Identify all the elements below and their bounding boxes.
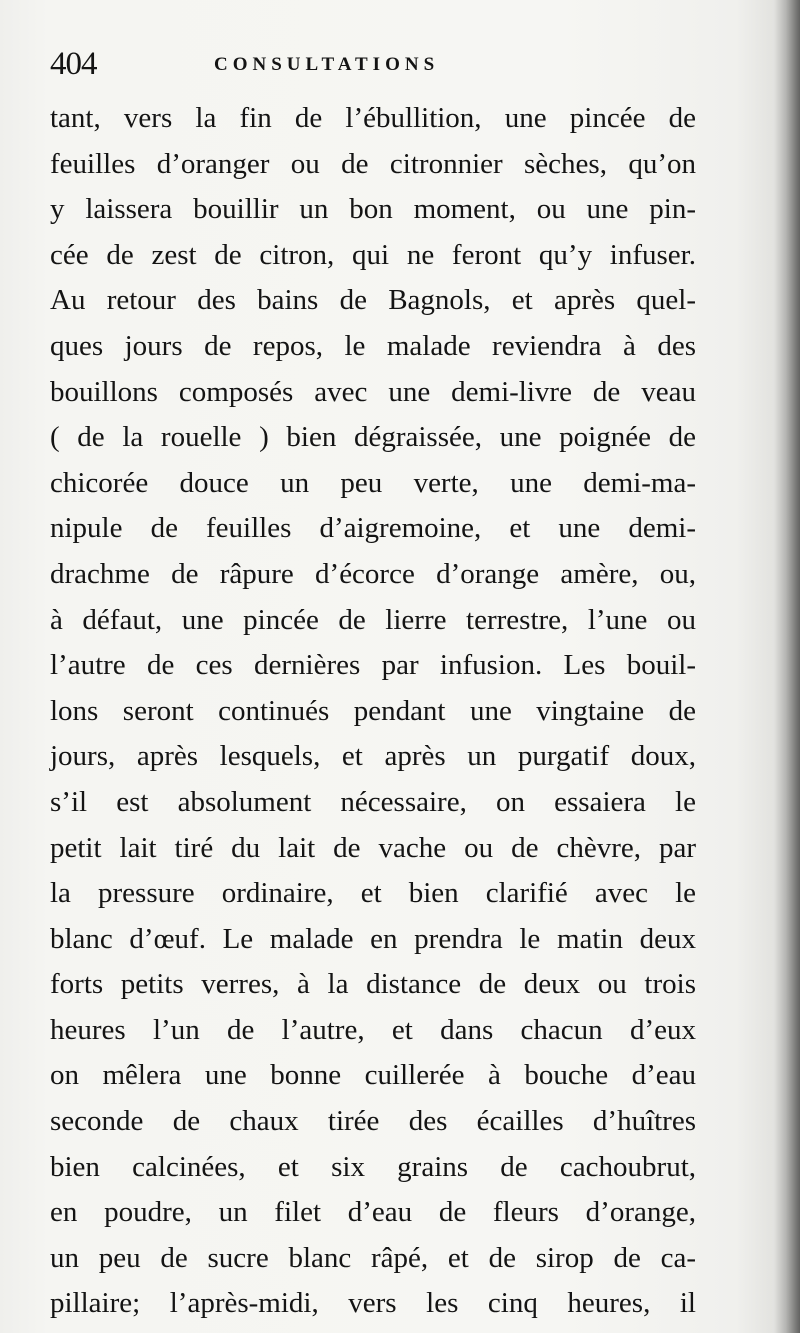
text-line: cée de zest de citron, qui ne feront qu’y infuser. — [50, 238, 696, 271]
page-number: 404 — [50, 46, 97, 82]
text-line: à défaut, une pincée de lierre terrestre, l’une ou — [50, 603, 696, 636]
page-header — [50, 44, 690, 84]
text-line: ques jours de repos, le malade reviendra à des — [50, 329, 696, 362]
text-line: tant, vers la fin de l’ébullition, une pincée de — [50, 102, 696, 134]
text-line: en poudre, un filet d’eau de fleurs d’orange, — [50, 1196, 696, 1229]
text-line: feuilles d’oranger ou de citronnier sèches, qu’on — [50, 147, 696, 180]
text-line: bouillons composés avec une demi-livre de veau — [50, 375, 696, 408]
text-line: pillaire; l’après-midi, vers les cinq heures, il — [50, 1287, 696, 1320]
text-line: chicorée douce un peu verte, une demi-ma- — [50, 466, 696, 499]
running-head: CONSULTATIONS — [214, 54, 440, 75]
text-line: l’autre de ces dernières par infusion. Les bouil- — [50, 649, 696, 682]
text-line: y laissera bouillir un bon moment, ou une pin- — [50, 193, 696, 226]
text-line: la pressure ordinaire, et bien clarifié avec le — [50, 877, 696, 910]
text-line: Au retour des bains de Bagnols, et après quel- — [50, 284, 696, 317]
text-line: forts petits verres, à la distance de deux ou trois — [50, 968, 696, 1001]
text-line: ( de la rouelle ) bien dégraissée, une poignée de — [50, 421, 696, 454]
text-line: on mêlera une bonne cuillerée à bouche d’eau — [50, 1059, 696, 1092]
text-line: petit lait tiré du lait de vache ou de chèvre, par — [50, 831, 696, 864]
text-line: s’il est absolument nécessaire, on essaiera le — [50, 785, 696, 818]
text-line: un peu de sucre blanc râpé, et de sirop de ca- — [50, 1241, 696, 1274]
text-line: jours, après lesquels, et après un purgatif doux, — [50, 740, 696, 773]
body-text — [50, 96, 696, 1327]
text-line: bien calcinées, et six grains de cachoubrut, — [50, 1150, 696, 1183]
text-line: seconde de chaux tirée des écailles d’huîtres — [50, 1105, 696, 1138]
text-line: drachme de râpure d’écorce d’orange amère, ou, — [50, 557, 696, 590]
text-line: nipule de feuilles d’aigremoine, et une demi- — [50, 512, 696, 545]
page-edge-shadow — [774, 0, 800, 1333]
text-line: blanc d’œuf. Le malade en prendra le matin deux — [50, 922, 696, 955]
text-line: heures l’un de l’autre, et dans chacun d’eux — [50, 1013, 696, 1046]
text-line: lons seront continués pendant une vingtaine de — [50, 694, 696, 727]
